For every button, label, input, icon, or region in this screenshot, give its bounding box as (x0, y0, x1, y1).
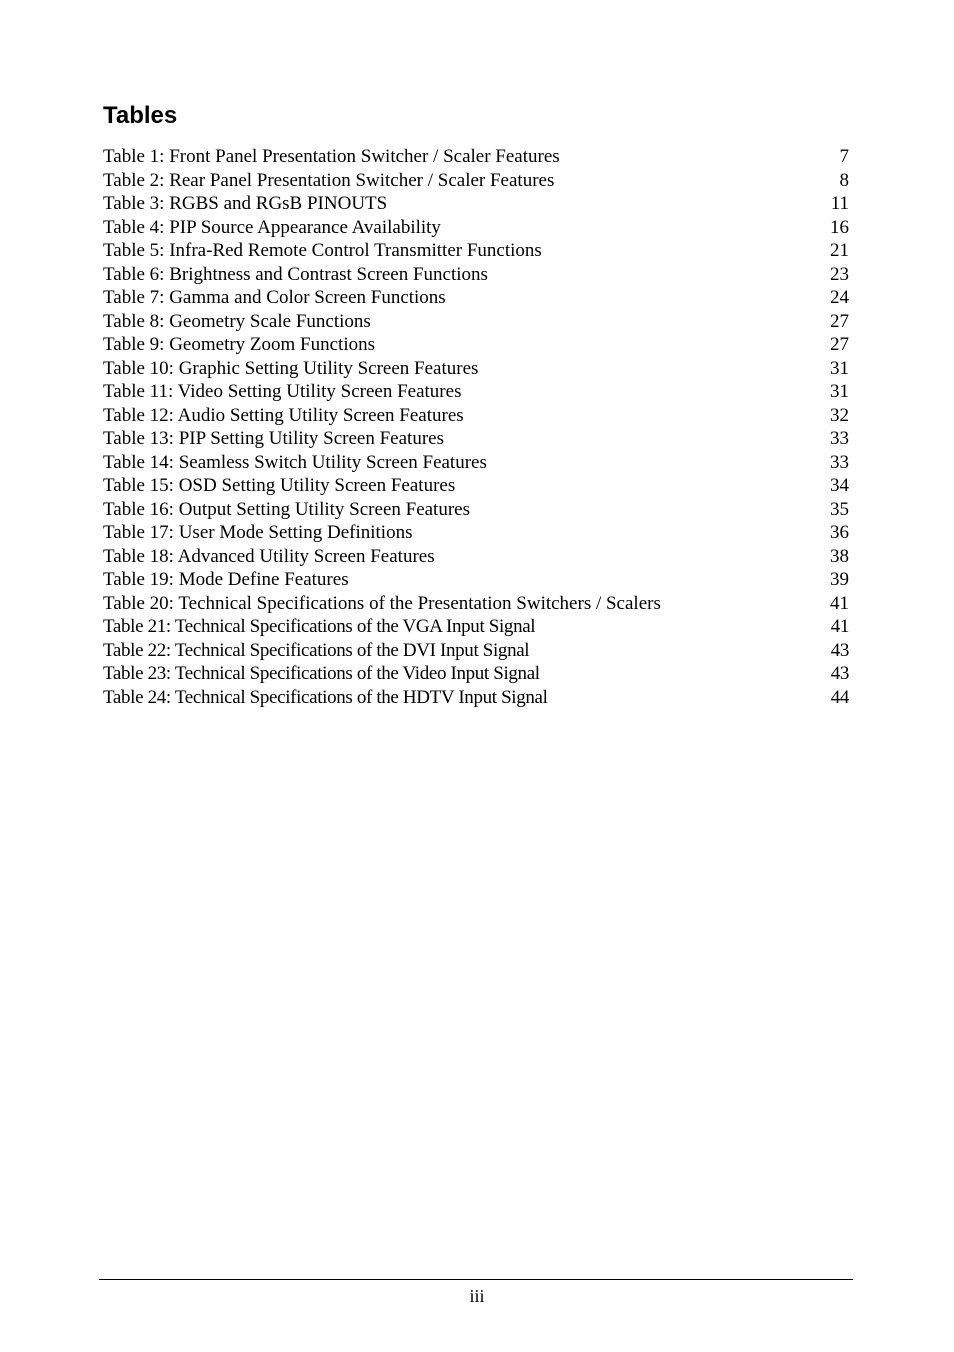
toc-entry-page-number: 27 (830, 334, 849, 355)
toc-entry-page-number: 23 (830, 263, 849, 285)
toc-entry[interactable] (103, 310, 849, 334)
toc-entry-title: Table 12: Audio Setting Utility Screen Features (103, 404, 464, 426)
toc-entry-title: Table 5: Infra-Red Remote Control Transmitter Functions (103, 240, 542, 261)
toc-entry-title: Table 2: Rear Panel Presentation Switcher / Scaler Features (103, 169, 555, 191)
toc-entry[interactable] (103, 521, 849, 545)
toc-entry[interactable] (103, 474, 849, 498)
toc-entry-page-number: 34 (830, 475, 849, 496)
toc-entry[interactable] (103, 686, 849, 710)
toc-entry[interactable] (103, 404, 849, 428)
toc-entry-title: Table 10: Graphic Setting Utility Screen Features (103, 357, 479, 379)
toc-entry-page-number: 33 (830, 451, 849, 473)
toc-entry[interactable] (103, 427, 849, 451)
toc-entry-title: Table 6: Brightness and Contrast Screen Functions (103, 263, 488, 285)
section-heading: Tables (103, 102, 178, 129)
toc-entry-page-number: 43 (830, 639, 849, 661)
toc-entry-title: Table 19: Mode Define Features (103, 569, 349, 590)
toc-entry[interactable] (103, 169, 849, 193)
toc-entry[interactable] (103, 451, 849, 475)
toc-entry[interactable] (103, 145, 849, 169)
toc-entry-page-number: 7 (839, 146, 849, 167)
toc-entry-title: Table 3: RGBS and RGsB PINOUTS (103, 193, 388, 214)
toc-entry[interactable] (103, 592, 849, 616)
table-of-tables-list (103, 145, 849, 709)
toc-entry-title: Table 4: PIP Source Appearance Availability (103, 216, 441, 238)
toc-entry-page-number: 8 (839, 169, 849, 191)
toc-entry-title: Table 22: Technical Specifications of the DVI Input Signal (103, 639, 530, 661)
toc-entry[interactable] (103, 568, 849, 592)
toc-entry[interactable] (103, 615, 849, 639)
toc-entry-title: Table 15: OSD Setting Utility Screen Features (103, 475, 456, 496)
toc-entry-page-number: 31 (830, 357, 849, 379)
toc-entry-title: Table 21: Technical Specifications of the VGA Input Signal (103, 616, 536, 637)
toc-entry-page-number: 35 (830, 498, 849, 520)
toc-entry-title: Table 11: Video Setting Utility Screen Features (103, 381, 462, 402)
toc-entry-page-number: 32 (830, 404, 849, 426)
toc-entry-title: Table 17: User Mode Setting Definitions (103, 522, 413, 543)
toc-entry-title: Table 20: Technical Specifications of the Presentation Switchers / Scalers (103, 592, 661, 614)
toc-entry-page-number: 43 (830, 663, 849, 684)
toc-entry-page-number: 16 (830, 216, 849, 238)
toc-entry[interactable] (103, 662, 849, 686)
toc-entry-title: Table 8: Geometry Scale Functions (103, 310, 371, 332)
toc-entry-title: Table 9: Geometry Zoom Functions (103, 334, 376, 355)
toc-entry[interactable] (103, 357, 849, 381)
footer-divider (99, 1279, 853, 1280)
toc-entry[interactable] (103, 239, 849, 263)
toc-entry[interactable] (103, 639, 849, 663)
toc-entry[interactable] (103, 333, 849, 357)
toc-entry-title: Table 23: Technical Specifications of the Video Input Signal (103, 663, 540, 684)
toc-entry[interactable] (103, 498, 849, 522)
toc-entry-title: Table 14: Seamless Switch Utility Screen Features (103, 451, 487, 473)
toc-entry-page-number: 38 (830, 545, 849, 567)
toc-entry[interactable] (103, 286, 849, 310)
toc-entry[interactable] (103, 380, 849, 404)
toc-entry-title: Table 7: Gamma and Color Screen Functions (103, 287, 446, 308)
toc-entry-page-number: 33 (830, 428, 849, 449)
toc-entry-title: Table 1: Front Panel Presentation Switcher / Scaler Features (103, 146, 560, 167)
toc-entry-page-number: 44 (830, 686, 849, 708)
toc-entry-page-number: 31 (830, 381, 849, 402)
toc-entry-title: Table 16: Output Setting Utility Screen Features (103, 498, 470, 520)
toc-entry-page-number: 41 (830, 616, 849, 637)
toc-entry-title: Table 24: Technical Specifications of the HDTV Input Signal (103, 686, 548, 708)
toc-entry-page-number: 39 (830, 569, 849, 590)
toc-entry[interactable] (103, 192, 849, 216)
toc-entry[interactable] (103, 263, 849, 287)
toc-entry[interactable] (103, 216, 849, 240)
toc-entry-page-number: 11 (830, 193, 849, 214)
toc-entry[interactable] (103, 545, 849, 569)
toc-entry-page-number: 21 (830, 240, 849, 261)
toc-entry-page-number: 36 (830, 522, 849, 543)
toc-entry-title: Table 13: PIP Setting Utility Screen Features (103, 428, 444, 449)
toc-entry-page-number: 24 (830, 287, 849, 308)
toc-entry-title: Table 18: Advanced Utility Screen Features (103, 545, 435, 567)
toc-entry-page-number: 27 (830, 310, 849, 332)
toc-entry-page-number: 41 (830, 592, 849, 614)
footer-page-number: iii (469, 1286, 485, 1306)
